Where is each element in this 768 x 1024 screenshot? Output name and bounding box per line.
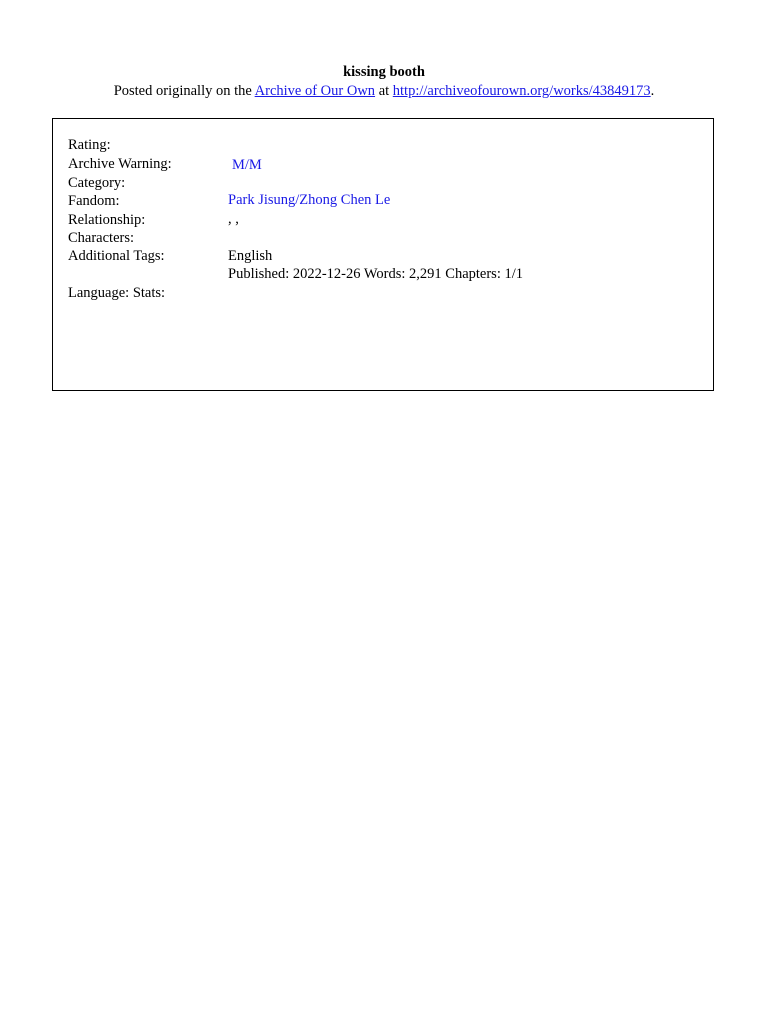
posted-line	[0, 82, 768, 100]
work-title: kissing booth	[343, 64, 425, 80]
period: .	[650, 83, 655, 99]
archive-warning-label: Archive Warning:	[68, 156, 172, 172]
rating-label: Rating:	[68, 137, 111, 153]
fandom-label: Fandom:	[68, 193, 120, 209]
work-url-link[interactable]: http://archiveofourown.org/works/43849173	[392, 83, 651, 99]
archive-link[interactable]: Archive of Our Own	[254, 83, 376, 99]
stats-value: Published: 2022-12-26 Words: 2,291 Chapters: 1/1	[228, 266, 523, 282]
additional-tags-label: Additional Tags:	[68, 248, 165, 264]
language-stats-label: Language: Stats:	[68, 285, 166, 301]
at-text: at	[378, 83, 390, 99]
category-value-link[interactable]: M/M	[232, 157, 262, 173]
relationship-value: , ,	[228, 211, 239, 227]
fandom-value-link[interactable]: Park Jisung/Zhong Chen Le	[228, 192, 391, 208]
relationship-label: Relationship:	[68, 212, 146, 228]
category-label: Category:	[68, 175, 126, 191]
characters-label: Characters:	[68, 230, 135, 246]
work-meta-box	[52, 118, 714, 391]
language-value: English	[228, 248, 273, 264]
posted-prefix: Posted originally on the	[113, 83, 252, 99]
